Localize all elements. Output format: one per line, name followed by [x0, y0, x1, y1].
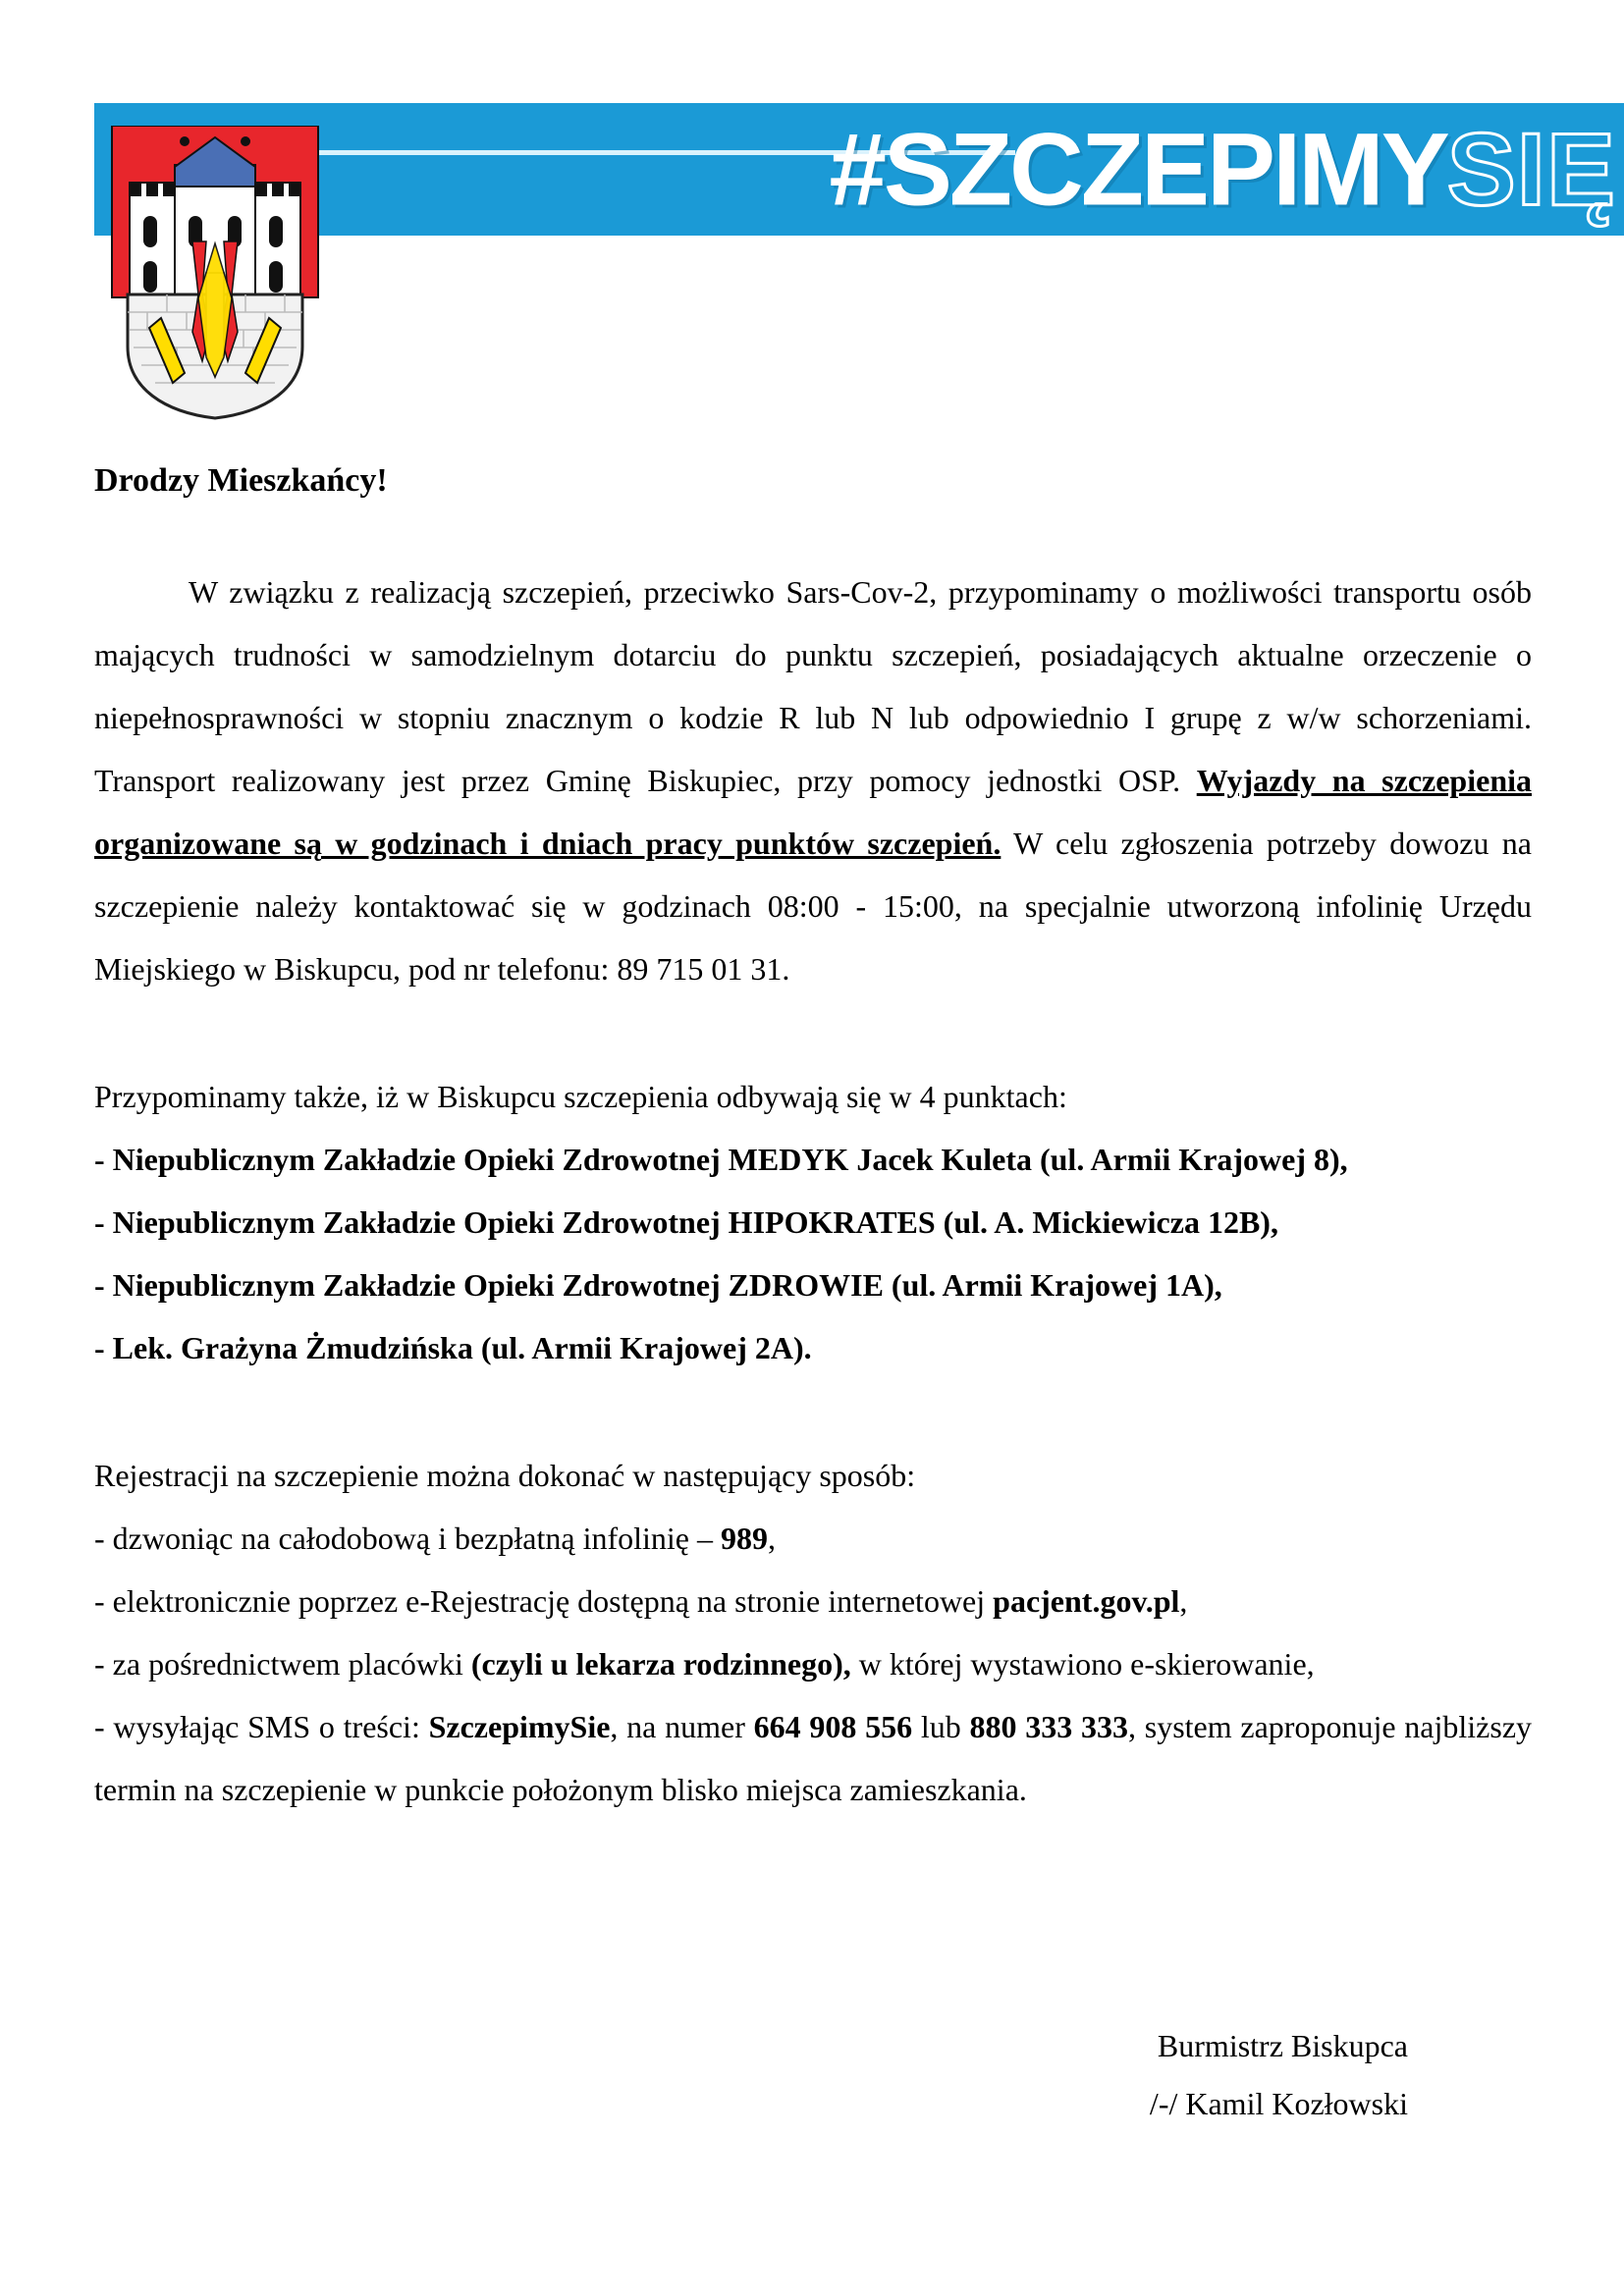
- registration-clinic-pre: - za pośrednictwem placówki: [94, 1645, 471, 1682]
- banner-hashtag-outline: SIĘ: [1446, 112, 1616, 227]
- registration-item-sms: [94, 1695, 1532, 1821]
- banner-hashtag: [829, 112, 1616, 227]
- registration-online-pre: - elektronicznie poprzez e-Rejestrację dostępną na stronie internetowej: [94, 1582, 994, 1619]
- paragraph-transport-part2: W celu zgłoszenia potrzeby dowozu na szczepienie należy kontaktować się w godzinach 08:00 - 15:00, na specjalnie utworzoną infolinię Urzędu Miejskiego w Biskupcu, pod nr telefonu: 89 715 01 31.: [94, 825, 1533, 987]
- registration-sms-pre: - wysyłając SMS o treści:: [94, 1708, 429, 1744]
- registration-sms-number-1: 664 908 556: [753, 1708, 913, 1744]
- paragraph-transport-part1: W związku z realizacją szczepień, przeciwko Sars-Cov-2, przypominamy o możliwości transportu osób mających trudności w samodzielnym dotarciu do punktu szczepień, posiadających aktualne orzeczenie o niepełnosprawności w stopniu znacznym o kodzie R lub N lub odpowiednio I grupę z w/w schorzeniami. Transport realizowany jest przez Gminę Biskupiec, przy pomocy jednostki OSP.: [94, 573, 1532, 798]
- registration-online-site: pacjent.gov.pl: [993, 1582, 1180, 1619]
- registration-online-post: ,: [1179, 1582, 1188, 1619]
- signature-title: Burmistrz Biskupca: [1157, 2028, 1408, 2063]
- registration-item-clinic: [94, 1632, 1532, 1695]
- registration-sms-keyword: SzczepimySie: [428, 1708, 611, 1744]
- spacer-1: [94, 1000, 1532, 1065]
- registration-item-online: [94, 1570, 1532, 1632]
- registration-intro: Rejestracji na szczepienie można dokonać w następujący sposób:: [94, 1457, 916, 1493]
- coat-of-arms-icon: [108, 126, 322, 302]
- registration-sms-mid1: , na numer: [610, 1708, 754, 1744]
- registration-sms-post: , system zaproponuje najbliższy termin na szczepienie w punkcie położonym blisko miejsca zamieszkania.: [94, 1708, 1533, 1807]
- registration-clinic-post: w której wystawiono e-skierowanie,: [850, 1645, 1315, 1682]
- points-intro: Przypominamy także, iż w Biskupcu szczepienia odbywają się w 4 punktach:: [94, 1078, 1067, 1114]
- registration-clinic-emphasis: (czyli u lekarza rodzinnego),: [470, 1645, 851, 1682]
- document-body: [94, 461, 1532, 1821]
- signature-name: /-/ Kamil Kozłowski: [1149, 2086, 1408, 2122]
- registration-item-hotline: [94, 1507, 1532, 1570]
- list-item: - Lek. Grażyna Żmudzińska (ul. Armii Krajowej 2A).: [94, 1329, 812, 1365]
- signature-block: [94, 2017, 1469, 2133]
- registration-sms-number-2: 880 333 333: [969, 1708, 1129, 1744]
- paragraph-transport: [94, 561, 1532, 1000]
- list-item: - Niepublicznym Zakładzie Opieki Zdrowotnej HIPOKRATES (ul. A. Mickiewicza 12B),: [94, 1203, 1278, 1240]
- registration-sms-mid2: lub: [912, 1708, 970, 1744]
- registration-hotline-pre: - dzwoniąc na całodobową i bezpłatną infolinię –: [94, 1520, 721, 1556]
- paragraph-transport-emphasis: Wyjazdy na szczepienia organizowane są w godzinach i dniach pracy punktów szczepień.: [94, 762, 1532, 861]
- registration-hotline-number: 989: [720, 1520, 768, 1556]
- banner-hashtag-solid: #SZCZEPIMY: [829, 112, 1447, 227]
- list-item: - Niepublicznym Zakładzie Opieki Zdrowotnej MEDYK Jacek Kuleta (ul. Armii Krajowej 8),: [94, 1141, 1348, 1177]
- page-title: Drodzy Mieszkańcy!: [94, 462, 388, 499]
- szczepimysie-banner: [94, 103, 1624, 236]
- coat-of-arms-svg: [108, 126, 322, 420]
- list-item: - Niepublicznym Zakładzie Opieki Zdrowotnej ZDROWIE (ul. Armii Krajowej 1A),: [94, 1266, 1222, 1303]
- spacer-2: [94, 1379, 1532, 1444]
- registration-hotline-post: ,: [767, 1520, 776, 1556]
